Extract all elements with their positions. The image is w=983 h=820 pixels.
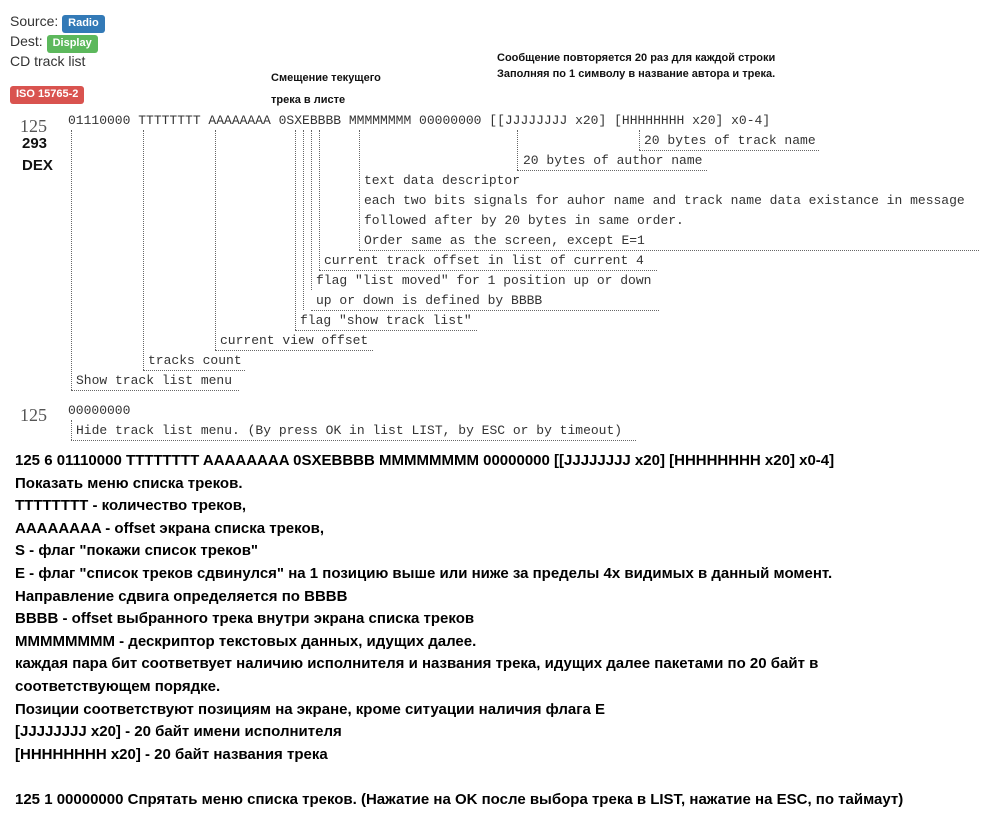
repeat-note	[497, 50, 775, 82]
author-name-label: 20 bytes of author name	[523, 153, 703, 168]
description-line	[15, 766, 903, 789]
track-name-label: 20 bytes of track name	[644, 133, 816, 148]
bit-layout: 01110000 TTTTTTTT AAAAAAAA 0SXEBBBB MMMMMMMM 00000000 [[JJJJJJJJ x20] [HHHHHHHH x20] x0-4]	[68, 113, 771, 128]
offset-note-line: Смещение текущего	[271, 72, 381, 84]
source-row	[10, 13, 105, 33]
leader-line	[359, 130, 360, 250]
leader-line	[319, 130, 320, 270]
page-title: CD track list	[10, 53, 86, 69]
list-moved-detail: up or down is defined by BBBB	[316, 293, 543, 308]
descriptor-detail: each two bits signals for auhor name and track name data existance in message	[364, 193, 965, 208]
descriptor-detail: Order same as the screen, except E=1	[364, 233, 645, 248]
iso-badge: ISO 15765-2	[10, 86, 84, 104]
description	[15, 450, 903, 812]
bit-layout-hide: 00000000	[68, 403, 131, 418]
leader-line	[639, 130, 640, 150]
message-length: 293	[22, 135, 48, 152]
repeat-note-line: Сообщение повторяется 20 раз для каждой строки	[497, 52, 776, 64]
description-line: BBBB - offset выбранного трека внутри экрана списка треков	[15, 610, 475, 628]
source-label: Source:	[10, 13, 59, 29]
message-id: 125	[20, 116, 47, 136]
show-menu-label: Show track list menu	[76, 373, 233, 388]
track-offset-label: current track offset in list of current 4	[324, 253, 644, 268]
dest-row	[10, 33, 98, 53]
description-line: AAAAAAAA - offset экрана списка треков,	[15, 519, 324, 537]
tracks-count-label: tracks count	[148, 353, 242, 368]
label-underline	[143, 370, 245, 371]
label-underline	[639, 150, 819, 151]
descriptor-label: text data descriptor	[364, 173, 521, 188]
leader-line	[295, 130, 296, 330]
list-moved-label: flag "list moved" for 1 position up or down	[316, 273, 652, 288]
label-underline	[215, 350, 373, 351]
message-id: 125	[20, 405, 47, 425]
description-line: [HHHHHHHH x20] - 20 байт названия трека	[15, 745, 328, 763]
label-underline	[71, 440, 636, 441]
source-badge: Radio	[62, 15, 105, 33]
leader-line	[71, 420, 72, 440]
label-underline	[311, 310, 659, 311]
leader-line	[215, 130, 216, 350]
description-line: 125 1 00000000 Спрятать меню списка треков. (Нажатие на OK после выбора трека в LIST, нажатие на ESC, по таймаут)	[15, 790, 904, 808]
iso-row	[10, 84, 84, 104]
description-line: 125 6 01110000 TTTTTTTT AAAAAAAA 0SXEBBBB MMMMMMMM 00000000 [[JJJJJJJJ x20] [HHHHHHHH x20] x0-4]	[15, 452, 835, 469]
message-format: DEX	[22, 157, 53, 174]
offset-note	[271, 70, 381, 108]
description-line: каждая пара бит соответвует наличию исполнителя и названия трека, идущих далее пакетами по 20 байт в	[15, 655, 819, 673]
dest-label: Dest:	[10, 33, 43, 49]
description-line: Позиции соответствуют позициям на экране, кроме ситуации наличия флага E	[15, 700, 606, 718]
description-line: E - флаг "список треков сдвинулся" на 1 позицию выше или ниже за пределы 4х видимых в данный момент.	[15, 564, 833, 582]
leader-line	[311, 130, 312, 290]
description-line: TTTTTTTT - количество треков,	[15, 497, 247, 515]
label-underline	[71, 390, 239, 391]
repeat-note-line: Заполняя по 1 символу в название автора и трека.	[497, 68, 776, 80]
leader-line	[71, 130, 72, 390]
label-underline	[517, 170, 707, 171]
offset-note-line: трека в листе	[271, 94, 346, 106]
view-offset-label: current view offset	[220, 333, 369, 348]
description-line: S - флаг "покажи список треков"	[15, 542, 259, 560]
hide-menu-label: Hide track list menu. (By press OK in list LIST, by ESC or by timeout)	[76, 423, 623, 438]
descriptor-detail: followed after by 20 bytes in same order.	[364, 213, 684, 228]
label-underline	[359, 250, 979, 251]
label-underline	[295, 330, 477, 331]
label-underline	[319, 270, 657, 271]
description-line: соответствующем порядке.	[15, 677, 221, 695]
description-line: Показать меню списка треков.	[15, 474, 243, 492]
description-line: Направление сдвига определяется по BBBB	[15, 587, 348, 605]
leader-line	[303, 130, 304, 310]
dest-badge: Display	[47, 35, 98, 53]
description-line: MMMMMMMM - дескриптор текстовых данных, идущих далее.	[15, 632, 477, 650]
leader-line	[143, 130, 144, 370]
description-line: [JJJJJJJJ x20] - 20 байт имени исполнителя	[15, 723, 342, 741]
show-flag-label: flag "show track list"	[300, 313, 472, 328]
leader-line	[517, 130, 518, 170]
